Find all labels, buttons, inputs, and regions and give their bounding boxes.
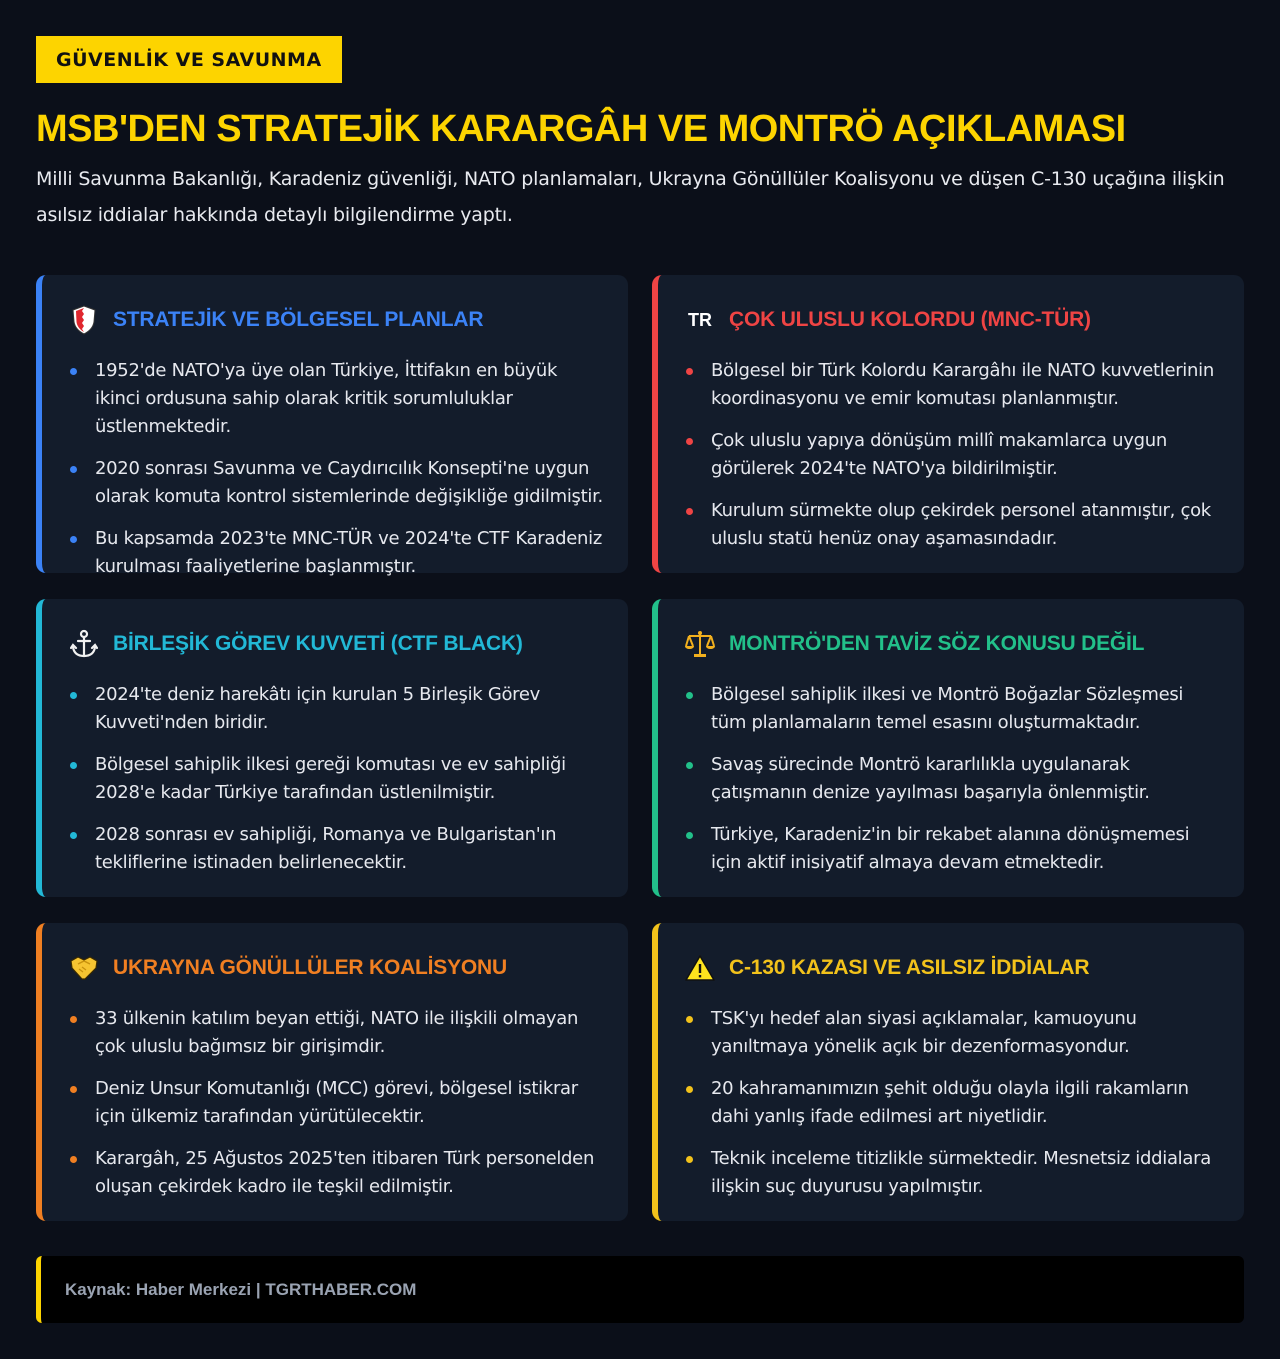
- list-item: Çok uluslu yapıya dönüşüm millî makamlarca uygun görülerek 2024'te NATO'ya bildirilmiştir.: [683, 427, 1220, 483]
- list-item: Savaş sürecinde Montrö kararlılıkla uygulanarak çatışmanın denize yayılması başarıyla önlenmiştir.: [683, 751, 1220, 807]
- category-tag: GÜVENLİK VE SAVUNMA: [36, 36, 342, 83]
- card-strategic-plans: [36, 275, 628, 577]
- source-footer: [36, 1256, 1244, 1323]
- list-item: Deniz Unsur Komutanlığı (MCC) görevi, bölgesel istikrar için ülkemiz tarafından yürütülecektir.: [67, 1075, 604, 1131]
- card-title: MONTRÖ'DEN TAVİZ SÖZ KONUSU DEĞİL: [729, 632, 1145, 655]
- infographic: [36, 36, 1244, 1299]
- handshake-icon: [67, 951, 101, 985]
- card-title: BİRLEŞİK GÖREV KUVVETİ (CTF BLACK): [113, 632, 523, 655]
- card-ctf-black: [36, 599, 628, 897]
- source-text: Kaynak: Haber Merkezi | TGRTHABER.COM: [65, 1279, 417, 1299]
- anchor-icon: [67, 627, 101, 661]
- card-mnc-tur: [652, 275, 1244, 573]
- card-coalition: [36, 923, 628, 1221]
- shield-icon: [67, 303, 101, 337]
- card-montreux: [652, 599, 1244, 897]
- list-item: 1952'de NATO'ya üye olan Türkiye, İttifakın en büyük ikinci ordusuna sahip olarak kritik sorumluluklar üstlenmektedir.: [67, 357, 604, 441]
- list-item: 2028 sonrası ev sahipliği, Romanya ve Bulgaristan'ın tekliflerine istinaden belirlenecektir.: [67, 821, 604, 877]
- card-title: ÇOK ULUSLU KOLORDU (MNC-TÜR): [729, 308, 1091, 331]
- warning-icon: [683, 951, 717, 985]
- card-title: UKRAYNA GÖNÜLLÜLER KOALİSYONU: [113, 956, 507, 979]
- list-item: Kurulum sürmekte olup çekirdek personel atanmıştır, çok uluslu statü henüz onay aşamasındadır.: [683, 497, 1220, 553]
- list-item: 2020 sonrası Savunma ve Caydırıcılık Konsepti'ne uygun olarak komuta kontrol sistemlerinde değişikliğe gidilmiştir.: [67, 455, 604, 511]
- list-item: Teknik inceleme titizlikle sürmektedir. Mesnetsiz iddialara ilişkin suç duyurusu yapılmıştır.: [683, 1145, 1220, 1201]
- list-item: TSK'yı hedef alan siyasi açıklamalar, kamuoyunu yanıltmaya yönelik açık bir dezenformasyondur.: [683, 1005, 1220, 1061]
- list-item: 20 kahramanımızın şehit olduğu olayla ilgili rakamların dahi yanlış ifade edilmesi art niyetlidir.: [683, 1075, 1220, 1131]
- turkey-flag-icon: TR: [688, 309, 712, 330]
- list-item: Bu kapsamda 2023'te MNC-TÜR ve 2024'te CTF Karadeniz kurulması faaliyetlerine başlanmıştır.: [67, 525, 604, 581]
- list-item: 33 ülkenin katılım beyan ettiği, NATO ile ilişkili olmayan çok uluslu bağımsız bir girişimdir.: [67, 1005, 604, 1061]
- card-title: C-130 KAZASI VE ASILSIZ İDDİALAR: [729, 956, 1090, 979]
- list-item: 2024'te deniz harekâtı için kurulan 5 Birleşik Görev Kuvveti'nden biridir.: [67, 681, 604, 737]
- list-item: Bölgesel sahiplik ilkesi gereği komutası ve ev sahipliği 2028'e kadar Türkiye tarafından üstlenilmiştir.: [67, 751, 604, 807]
- page-title: MSB'DEN STRATEJİK KARARGÂH VE MONTRÖ AÇIKLAMASI: [36, 108, 1126, 150]
- list-item: Bölgesel sahiplik ilkesi ve Montrö Boğazlar Sözleşmesi tüm planlamaların temel esasını oluşturmaktadır.: [683, 681, 1220, 737]
- lead-paragraph: Milli Savunma Bakanlığı, Karadeniz güvenliği, NATO planlamaları, Ukrayna Gönüllüler Koalisyonu ve düşen C-130 uçağına ilişkin asılsız iddialar hakkında detaylı bilgilendirme yaptı.: [36, 168, 1225, 226]
- list-item: Türkiye, Karadeniz'in bir rekabet alanına dönüşmemesi için aktif inisiyatif almaya devam etmektedir.: [683, 821, 1220, 877]
- card-c130: [652, 923, 1244, 1221]
- list-item: Bölgesel bir Türk Kolordu Karargâhı ile NATO kuvvetlerinin koordinasyonu ve emir komutası planlanmıştır.: [683, 357, 1220, 413]
- cards-grid: [36, 275, 1244, 1221]
- card-title: STRATEJİK VE BÖLGESEL PLANLAR: [113, 308, 484, 331]
- scales-icon: [683, 627, 717, 661]
- list-item: Karargâh, 25 Ağustos 2025'ten itibaren Türk personelden oluşan çekirdek kadro ile teşkil edilmiştir.: [67, 1145, 604, 1201]
